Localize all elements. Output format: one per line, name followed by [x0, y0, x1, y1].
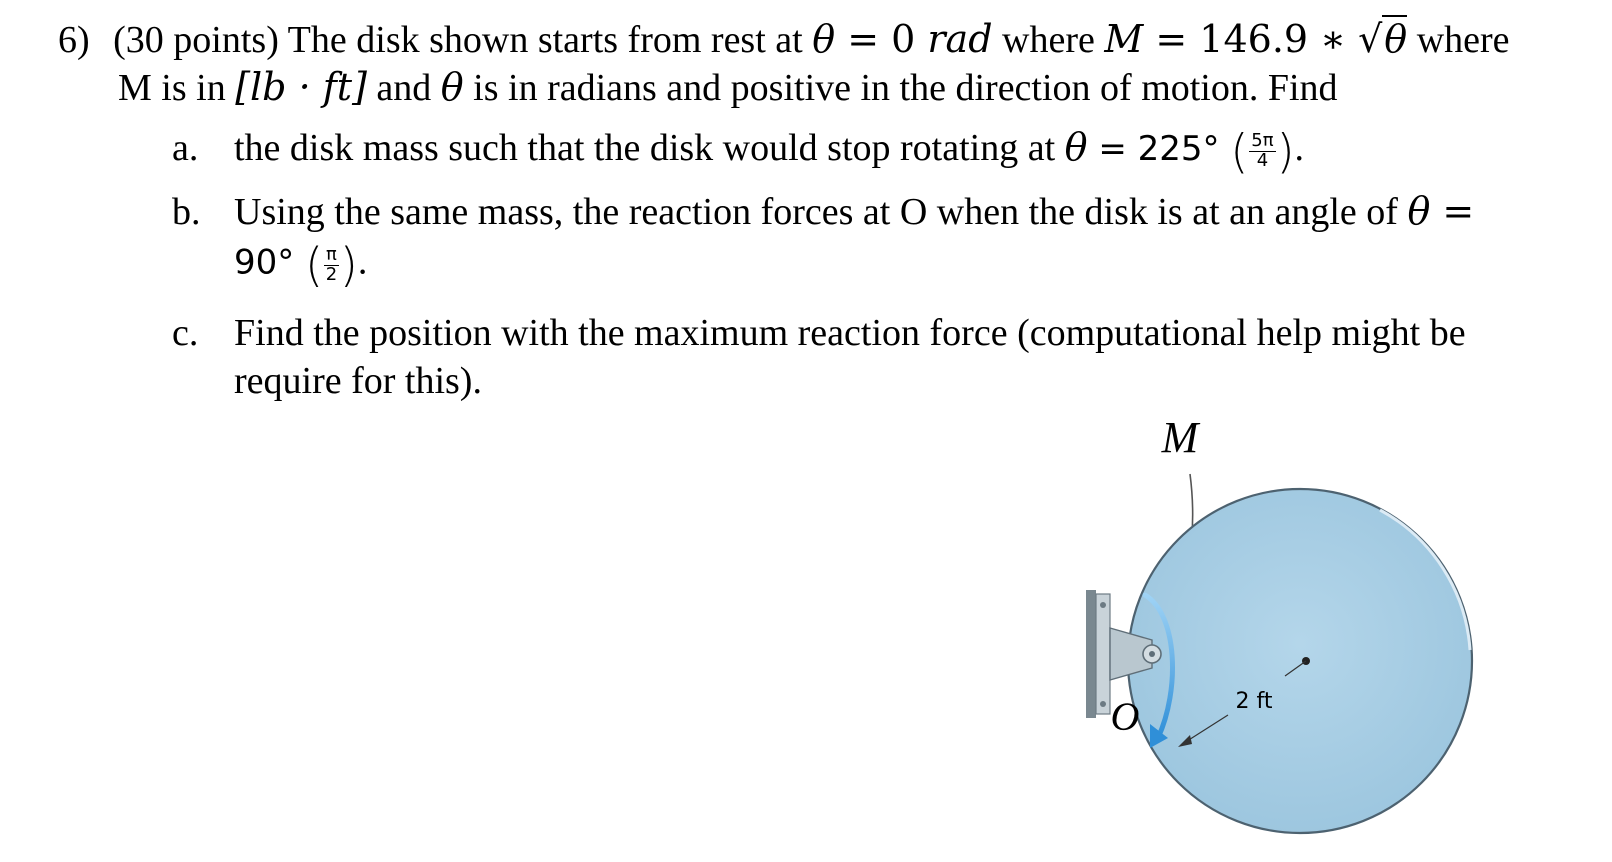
item-a-frac-num: 5π — [1251, 129, 1274, 151]
item-b-paren-open: ( — [305, 238, 324, 292]
line2-prefix: M is in — [118, 67, 236, 109]
item-a-end: . — [1294, 127, 1305, 169]
sqrt-symbol: √ — [1358, 17, 1383, 61]
item-c-label: c. — [172, 312, 199, 354]
line2-and: and — [366, 67, 441, 109]
pivot-pin-center — [1149, 651, 1155, 657]
item-c-text-1: Find the position with the maximum reaction force (computational help might be — [234, 312, 1466, 354]
theta-symbol-2: θ — [440, 65, 464, 109]
item-c-text-2: require for this). — [234, 360, 482, 402]
radius-label: 2 ft — [1235, 689, 1273, 714]
wall-plate-edge — [1086, 590, 1096, 718]
item-b-label: b. — [172, 191, 201, 233]
item-b-paren-close: ) — [339, 238, 358, 292]
line2-rest: is in radians and positive in the direction of motion. Find — [463, 67, 1338, 109]
theta-symbol: θ — [812, 17, 836, 61]
item-a-text: the disk mass such that the disk would stop rotating at — [234, 127, 1056, 169]
wall-plate — [1096, 594, 1110, 714]
rad-unit: rad — [927, 17, 993, 61]
moment-symbol: M — [1104, 17, 1144, 61]
units-bracket: [lb · ft] — [235, 65, 367, 109]
equals-zero: = 0 — [835, 17, 928, 61]
problem-intro-points: (30 points) The disk shown starts from rest at — [113, 19, 803, 61]
item-b-angle: 90° — [234, 242, 306, 283]
pivot-label: O — [1110, 694, 1140, 739]
item-b-frac-num: π — [326, 243, 337, 265]
item-b-equals: = — [1430, 189, 1475, 233]
sqrt-argument: θ — [1384, 17, 1408, 61]
item-a-paren-open: ( — [1230, 124, 1249, 179]
where-text-1: where — [992, 19, 1105, 61]
item-a-frac-den: 4 — [1256, 149, 1269, 171]
item-a-label: a. — [172, 127, 199, 169]
item-a-angle: = 225° — [1087, 129, 1231, 169]
problem-number: 6) — [58, 19, 90, 61]
bolt-bottom — [1100, 701, 1106, 707]
item-b-theta: θ — [1407, 189, 1431, 233]
item-b-end: . — [357, 240, 368, 283]
moment-value: = 146.9 ∗ — [1143, 17, 1359, 61]
item-b-text: Using the same mass, the reaction forces at O when the disk is at an angle of — [234, 191, 1398, 233]
item-b-frac-den: 2 — [325, 263, 338, 285]
item-a-theta: θ — [1064, 125, 1088, 169]
where-text-2: where — [1407, 19, 1510, 61]
moment-label: M — [1161, 413, 1199, 462]
bolt-top — [1100, 602, 1106, 608]
item-a-paren-close: ) — [1276, 124, 1295, 179]
